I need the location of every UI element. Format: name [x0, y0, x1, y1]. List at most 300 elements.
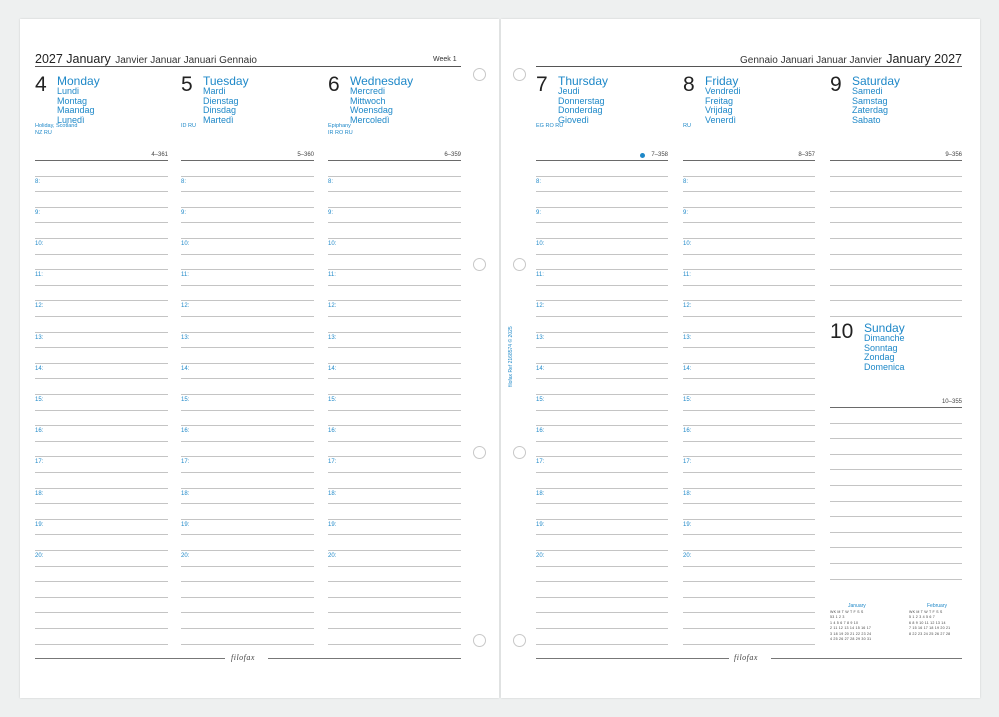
day-translation: Lunedì [57, 114, 85, 125]
right-col-1-rule [683, 285, 815, 286]
day-translation: Jeudi [558, 86, 580, 96]
day-translation: Freitag [705, 95, 734, 106]
right-col-1-rule [683, 176, 815, 177]
left-col-2-rule [328, 300, 461, 301]
hour-label: 19: [328, 522, 337, 528]
saturday-col-rule [830, 238, 962, 239]
right-col-1-rule [683, 254, 815, 255]
sunday-col-rule [830, 547, 962, 548]
left-col-2-rule [328, 628, 461, 629]
hour-label: 9: [35, 210, 41, 216]
hour-label: 14: [536, 366, 545, 372]
hour-label: 17: [328, 459, 337, 465]
mini-calendar-week: 7 15 16 17 18 19 20 21 [909, 626, 951, 630]
day-name: Friday [705, 74, 739, 88]
day-translation: Vendredi [705, 86, 741, 96]
left-col-2-rule [328, 519, 461, 520]
holiday-info: IR RO RU [328, 129, 353, 136]
left-page [20, 19, 499, 698]
day-translation: Zondag [864, 352, 895, 362]
right-col-0-rule [536, 269, 668, 270]
saturday-col-rule [830, 269, 962, 270]
right-col-0-rule [536, 581, 668, 582]
right-col-1-rule [683, 488, 815, 489]
right-col-0-rule [536, 316, 668, 317]
sunday-col-rule [830, 579, 962, 580]
hour-label: 14: [328, 366, 337, 372]
day-name: Sunday [864, 321, 905, 335]
month-translations: Janvier Januar Januari Gennaio [115, 55, 257, 66]
day-count: 7–358 [651, 152, 668, 158]
holiday-info: EG RO RU [536, 123, 564, 129]
hour-label: 12: [328, 303, 337, 309]
left-col-1-rule [181, 425, 314, 426]
right-col-0-rule [536, 612, 668, 613]
hour-label: 10: [683, 241, 692, 247]
hour-label: 13: [328, 335, 337, 341]
day-count: 6–359 [444, 152, 461, 158]
hour-label: 20: [181, 553, 190, 559]
hour-label: 19: [181, 522, 190, 528]
sunday-col-rule [830, 516, 962, 517]
holiday-info: RU [683, 123, 691, 129]
hour-label: 11: [181, 272, 189, 278]
left-col-0-rule [35, 644, 168, 645]
left-col-0-rule [35, 488, 168, 489]
right-col-1-rule [683, 441, 815, 442]
left-col-0-rule [35, 316, 168, 317]
left-col-1-rule [181, 285, 314, 286]
left-col-1-rule [181, 316, 314, 317]
hour-label: 8: [536, 179, 542, 185]
right-col-1-rule [683, 316, 815, 317]
mini-calendar-header: WK M T W T F S S [830, 610, 864, 614]
saturday-col-top-rule [830, 160, 962, 161]
left-col-0-rule [35, 378, 168, 379]
day-number: 8 [683, 73, 695, 96]
hour-label: 10: [328, 241, 337, 247]
hour-label: 19: [35, 522, 44, 528]
right-col-1-rule [683, 566, 815, 567]
holiday-info: ID RU [181, 123, 196, 129]
right-col-0-rule [536, 456, 668, 457]
left-col-1-rule [181, 300, 314, 301]
right-col-0-top-rule [536, 160, 668, 161]
hour-label: 10: [181, 241, 190, 247]
right-col-1-rule [683, 472, 815, 473]
left-col-0-rule [35, 534, 168, 535]
left-col-1-rule [181, 550, 314, 551]
saturday-col-rule [830, 316, 962, 317]
day-count: 4–361 [151, 152, 168, 158]
saturday-col-rule [830, 300, 962, 301]
right-col-1-rule [683, 332, 815, 333]
day-name: Tuesday [203, 74, 249, 88]
right-col-1-rule [683, 519, 815, 520]
day-translation: Dimanche [864, 333, 905, 343]
right-col-0-rule [536, 566, 668, 567]
hour-label: 17: [35, 459, 44, 465]
sunday-col-rule [830, 501, 962, 502]
mini-calendar-week: 4 25 26 27 28 29 30 31 [830, 637, 872, 641]
left-col-2-rule [328, 394, 461, 395]
hour-label: 12: [536, 303, 545, 309]
left-col-0-rule [35, 254, 168, 255]
right-col-1-rule [683, 597, 815, 598]
right-col-1-rule [683, 394, 815, 395]
hour-label: 8: [328, 179, 334, 185]
day-count: 5–360 [297, 152, 314, 158]
day-count: 8–357 [798, 152, 815, 158]
day-translation: Donnerstag [558, 95, 605, 106]
left-col-2-top-rule [328, 160, 461, 161]
left-col-0-rule [35, 300, 168, 301]
right-page [501, 19, 980, 698]
left-col-1-rule [181, 254, 314, 255]
hour-label: 18: [683, 491, 692, 497]
hour-label: 15: [181, 397, 190, 403]
left-col-1-rule [181, 612, 314, 613]
left-col-2-rule [328, 566, 461, 567]
left-col-0-rule [35, 581, 168, 582]
sunday-col-rule [830, 423, 962, 424]
left-col-1-rule [181, 534, 314, 535]
hour-label: 10: [536, 241, 545, 247]
saturday-col-rule [830, 207, 962, 208]
left-col-1-rule [181, 363, 314, 364]
left-col-2-rule [328, 581, 461, 582]
footer-rule-left [536, 658, 729, 659]
hour-label: 19: [683, 522, 692, 528]
footer-rule-right [771, 658, 962, 659]
day-translation: Mardi [203, 86, 226, 96]
mini-calendar-week: 8 22 23 24 25 26 27 28 [909, 631, 951, 636]
hour-label: 8: [181, 179, 187, 185]
footer-rule-right [268, 658, 461, 659]
holiday-info: NZ RU [35, 129, 52, 136]
mini-calendar-title: January [848, 603, 866, 609]
hour-label: 20: [683, 553, 692, 559]
left-col-2-rule [328, 644, 461, 645]
day-translation: Dinsdag [203, 105, 237, 115]
left-col-1-rule [181, 347, 314, 348]
hour-label: 9: [536, 210, 542, 216]
left-col-1-rule [181, 644, 314, 645]
day-name: Wednesday [350, 74, 414, 88]
right-col-0-rule [536, 285, 668, 286]
right-col-0-rule [536, 378, 668, 379]
hour-label: 12: [683, 303, 692, 309]
left-col-0-rule [35, 519, 168, 520]
hour-label: 15: [35, 397, 44, 403]
left-col-2-rule [328, 285, 461, 286]
left-col-2-rule [328, 612, 461, 613]
hour-label: 16: [181, 428, 190, 434]
saturday-col-rule [830, 191, 962, 192]
hour-label: 17: [181, 459, 190, 465]
left-col-2-rule [328, 441, 461, 442]
punch-hole [473, 68, 486, 81]
hour-label: 9: [181, 210, 187, 216]
sunday-col-rule [830, 454, 962, 455]
saturday-col-rule [830, 222, 962, 223]
day-name: Saturday [852, 74, 901, 88]
left-col-2-rule [328, 269, 461, 270]
right-col-0-rule [536, 410, 668, 411]
day-translation: Montag [57, 95, 88, 106]
day-number: 7 [536, 73, 548, 96]
left-col-0-rule [35, 425, 168, 426]
right-col-1-rule [683, 222, 815, 223]
right-col-0-rule [536, 425, 668, 426]
day-translation: Mittwoch [350, 95, 386, 106]
hour-label: 13: [181, 335, 190, 341]
left-col-0-rule [35, 269, 168, 270]
filofax-logo: filofax [231, 653, 255, 662]
left-col-0-rule [35, 347, 168, 348]
hour-label: 12: [181, 303, 190, 309]
left-col-2-rule [328, 363, 461, 364]
right-col-0-rule [536, 332, 668, 333]
day-number: 10 [830, 320, 854, 343]
right-col-1-rule [683, 628, 815, 629]
day-name: Thursday [558, 74, 609, 88]
right-col-0-rule [536, 176, 668, 177]
left-col-0-rule [35, 566, 168, 567]
left-col-0-rule [35, 191, 168, 192]
right-col-1-rule [683, 550, 815, 551]
left-col-2-rule [328, 410, 461, 411]
day-translation: Domenica [864, 361, 905, 372]
mini-calendar-header: WK M T W T F S S [909, 610, 943, 614]
day-translation: Sabato [852, 114, 881, 125]
left-col-2-rule [328, 238, 461, 239]
left-col-1-rule [181, 566, 314, 567]
day-translation: Woensdag [350, 105, 393, 115]
left-col-0-rule [35, 597, 168, 598]
sunday-col-rule [830, 438, 962, 439]
day-translation: Donderdag [558, 105, 603, 115]
day-translation: Lundi [57, 86, 80, 96]
mini-calendar-week: 53 1 2 3 [830, 615, 845, 619]
day-translation: Vrijdag [705, 105, 733, 115]
day-translation: Mercoledì [350, 114, 390, 125]
hour-label: 8: [35, 179, 41, 185]
right-col-1-rule [683, 363, 815, 364]
right-col-1-rule [683, 269, 815, 270]
left-col-0-rule [35, 363, 168, 364]
left-col-0-rule [35, 456, 168, 457]
header-rule [536, 66, 962, 67]
punch-hole [513, 446, 526, 459]
right-col-0-rule [536, 550, 668, 551]
day-translation: Samedi [852, 86, 883, 96]
left-col-1-rule [181, 269, 314, 270]
sunday-col-top-rule [830, 407, 962, 408]
left-col-2-rule [328, 378, 461, 379]
left-col-2-rule [328, 534, 461, 535]
right-col-1-rule [683, 425, 815, 426]
left-col-1-rule [181, 222, 314, 223]
left-col-1-rule [181, 394, 314, 395]
right-col-0-rule [536, 394, 668, 395]
right-col-1-rule [683, 612, 815, 613]
hour-label: 18: [328, 491, 337, 497]
hour-label: 17: [683, 459, 692, 465]
hour-label: 18: [536, 491, 545, 497]
spine-reference: filofax Ref 2168574 © 2025 [508, 326, 514, 387]
punch-hole [513, 634, 526, 647]
hour-label: 10: [35, 241, 44, 247]
left-col-0-rule [35, 207, 168, 208]
left-col-0-rule [35, 238, 168, 239]
left-col-1-rule [181, 488, 314, 489]
hour-label: 8: [683, 179, 689, 185]
left-col-2-rule [328, 332, 461, 333]
right-col-1-rule [683, 581, 815, 582]
day-translation: Mercredi [350, 86, 386, 96]
hour-label: 15: [328, 397, 337, 403]
left-col-0-rule [35, 441, 168, 442]
day-translation: Zaterdag [852, 105, 889, 115]
left-col-2-rule [328, 207, 461, 208]
hour-label: 15: [683, 397, 692, 403]
event-dot [640, 153, 645, 158]
mini-calendar-week: 5 1 2 3 4 5 6 7 [909, 615, 935, 619]
left-col-0-rule [35, 612, 168, 613]
left-col-2-rule [328, 191, 461, 192]
left-col-1-top-rule [181, 160, 314, 161]
hour-label: 11: [536, 272, 544, 278]
mini-calendar-week: 1 4 5 6 7 8 9 10 [830, 620, 859, 625]
hour-label: 18: [35, 491, 44, 497]
left-col-1-rule [181, 410, 314, 411]
right-col-0-rule [536, 238, 668, 239]
week-label: Week 1 [433, 56, 457, 63]
left-col-1-rule [181, 207, 314, 208]
left-col-2-rule [328, 347, 461, 348]
saturday-col-rule [830, 254, 962, 255]
day-translation: Giovedì [558, 114, 590, 125]
right-col-0-rule [536, 628, 668, 629]
left-col-2-rule [328, 254, 461, 255]
header-rule [35, 66, 461, 67]
punch-hole [473, 446, 486, 459]
hour-label: 16: [683, 428, 692, 434]
day-translation: Martedì [203, 114, 234, 125]
hour-label: 13: [683, 335, 692, 341]
hour-label: 15: [536, 397, 545, 403]
left-col-1-rule [181, 441, 314, 442]
right-col-1-rule [683, 644, 815, 645]
right-col-0-rule [536, 222, 668, 223]
right-col-1-rule [683, 378, 815, 379]
saturday-col-rule [830, 285, 962, 286]
day-translation: Maandag [57, 105, 95, 115]
right-col-1-top-rule [683, 160, 815, 161]
punch-hole [513, 258, 526, 271]
year-month: 2027 January [35, 52, 111, 66]
month-year: January 2027 [886, 52, 962, 66]
right-col-0-rule [536, 254, 668, 255]
left-col-2-rule [328, 550, 461, 551]
right-col-0-rule [536, 534, 668, 535]
hour-label: 13: [536, 335, 545, 341]
left-col-0-rule [35, 285, 168, 286]
left-col-2-rule [328, 503, 461, 504]
right-col-0-rule [536, 191, 668, 192]
hour-label: 20: [35, 553, 44, 559]
month-translations: Gennaio Januari Januar Janvier [740, 55, 882, 66]
left-col-1-rule [181, 581, 314, 582]
left-col-2-rule [328, 472, 461, 473]
left-col-0-rule [35, 503, 168, 504]
left-col-1-rule [181, 456, 314, 457]
left-col-2-rule [328, 488, 461, 489]
saturday-col-rule [830, 176, 962, 177]
day-count: 9–356 [945, 152, 962, 158]
left-col-0-rule [35, 176, 168, 177]
hour-label: 20: [328, 553, 337, 559]
hour-label: 17: [536, 459, 545, 465]
left-col-1-rule [181, 472, 314, 473]
right-col-0-rule [536, 503, 668, 504]
right-col-0-rule [536, 363, 668, 364]
right-col-0-rule [536, 347, 668, 348]
right-col-1-rule [683, 191, 815, 192]
hour-label: 19: [536, 522, 545, 528]
left-col-2-rule [328, 316, 461, 317]
right-col-0-rule [536, 519, 668, 520]
day-number: 6 [328, 73, 340, 96]
right-col-0-rule [536, 644, 668, 645]
hour-label: 11: [35, 272, 43, 278]
left-col-1-rule [181, 519, 314, 520]
punch-hole [513, 68, 526, 81]
day-number: 9 [830, 73, 842, 96]
hour-label: 20: [536, 553, 545, 559]
sunday-col-rule [830, 532, 962, 533]
hour-label: 14: [683, 366, 692, 372]
day-number: 4 [35, 73, 47, 96]
holiday-info: Epiphany [328, 123, 351, 129]
right-col-1-rule [683, 456, 815, 457]
hour-label: 16: [536, 428, 545, 434]
right-col-0-rule [536, 207, 668, 208]
hour-label: 14: [181, 366, 190, 372]
left-col-2-rule [328, 456, 461, 457]
left-col-0-rule [35, 410, 168, 411]
hour-label: 9: [328, 210, 334, 216]
left-col-1-rule [181, 332, 314, 333]
left-col-1-rule [181, 597, 314, 598]
right-col-0-rule [536, 441, 668, 442]
left-col-2-rule [328, 176, 461, 177]
left-col-0-rule [35, 550, 168, 551]
punch-hole [473, 634, 486, 647]
right-col-1-rule [683, 347, 815, 348]
sunday-col-rule [830, 469, 962, 470]
day-translation: Dienstag [203, 95, 239, 106]
left-col-1-rule [181, 176, 314, 177]
left-col-2-rule [328, 425, 461, 426]
sunday-col-rule [830, 485, 962, 486]
left-col-1-rule [181, 628, 314, 629]
day-number: 5 [181, 73, 193, 96]
right-col-0-rule [536, 300, 668, 301]
left-col-2-rule [328, 222, 461, 223]
left-col-0-rule [35, 472, 168, 473]
